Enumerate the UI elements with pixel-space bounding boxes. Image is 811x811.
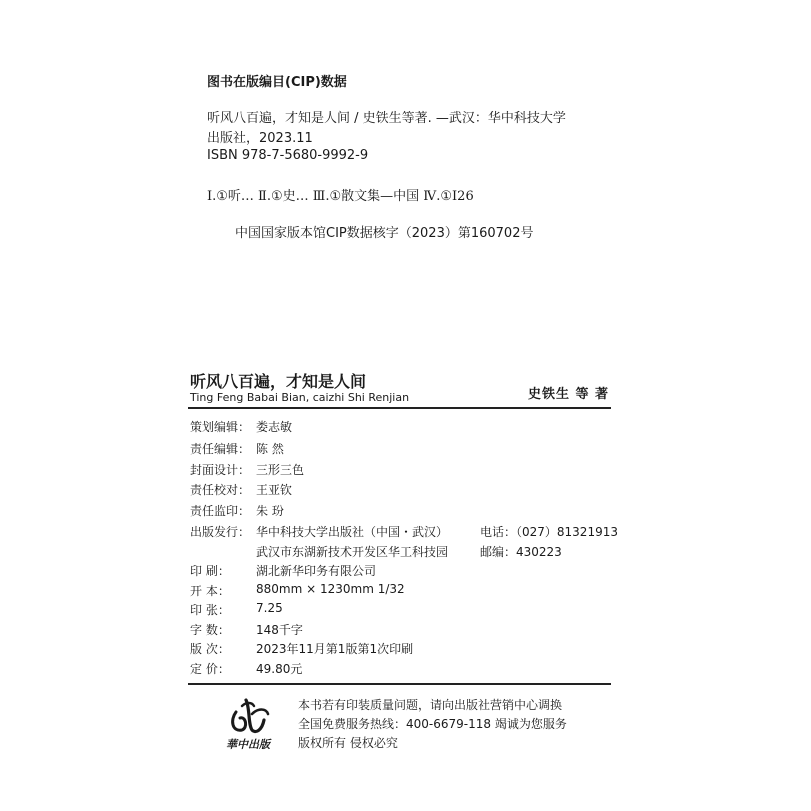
credit-value: 朱 玢 — [256, 504, 284, 518]
credit-value: 娄志敏 — [256, 420, 293, 434]
publisher-address: 武汉市东湖新技术开发区华工科技园 — [256, 545, 449, 559]
credit-label: 封面设计： — [190, 463, 251, 477]
spec-label: 定 价： — [190, 662, 230, 676]
spec-value: 880mm × 1230mm 1/32 — [256, 582, 405, 596]
publisher-phone: 电话：（027）81321913 — [480, 525, 618, 539]
footer-line-2: 全国免费服务热线：400-6679-118 竭诚为您服务 — [298, 717, 567, 731]
credit-value: 陈 然 — [256, 442, 284, 456]
credit-label: 责任编辑： — [190, 442, 251, 456]
spec-label: 版 次： — [190, 642, 230, 656]
publisher-logo-text: 華中出版 — [226, 738, 270, 751]
cip-isbn: ISBN 978-7-5680-9992-9 — [207, 148, 369, 163]
publisher-name: 华中科技大学出版社（中国・武汉） — [256, 525, 449, 539]
spec-value: 148千字 — [256, 623, 303, 637]
spec-value: 49.80元 — [256, 662, 303, 676]
footer-line-3: 版权所有 侵权必究 — [298, 736, 398, 750]
spec-value: 湖北新华印务有限公司 — [256, 564, 377, 578]
cip-line-1: 听风八百遍，才知是人间 / 史铁生等著. —武汉：华中科技大学 — [207, 111, 566, 126]
spec-label: 印 刷： — [190, 564, 230, 578]
cip-record-number: 中国国家版本馆CIP数据核字（2023）第160702号 — [235, 226, 534, 241]
publisher-postcode: 邮编：430223 — [480, 545, 562, 559]
book-author: 史铁生 等 著 — [528, 387, 610, 402]
credit-value: 三形三色 — [256, 463, 305, 477]
spec-label: 印 张： — [190, 603, 230, 617]
credit-label: 策划编辑： — [190, 420, 251, 434]
spec-value: 7.25 — [256, 601, 283, 615]
footer-rule — [188, 683, 611, 685]
footer-line-1: 本书若有印装质量问题，请向出版社营销中心调换 — [298, 698, 563, 712]
spec-value: 2023年11月第1版第1次印刷 — [256, 642, 414, 656]
credit-value: 王亚钦 — [256, 483, 293, 497]
book-title: 听风八百遍，才知是人间 — [190, 372, 367, 391]
publisher-label: 出版发行： — [190, 525, 251, 539]
spec-label: 开 本： — [190, 584, 230, 598]
title-rule — [188, 407, 611, 409]
credit-label: 责任校对： — [190, 483, 251, 497]
cip-classification: Ⅰ.①听… Ⅱ.①史… Ⅲ.①散文集—中国 Ⅳ.①I26 — [207, 189, 474, 204]
cip-line-2: 出版社，2023.11 — [207, 131, 313, 146]
credit-label: 责任监印： — [190, 504, 251, 518]
book-title-pinyin: Ting Feng Babai Bian, caizhi Shi Renjian — [190, 391, 410, 404]
cip-heading: 图书在版编目(CIP)数据 — [207, 75, 347, 90]
spec-label: 字 数： — [190, 623, 230, 637]
